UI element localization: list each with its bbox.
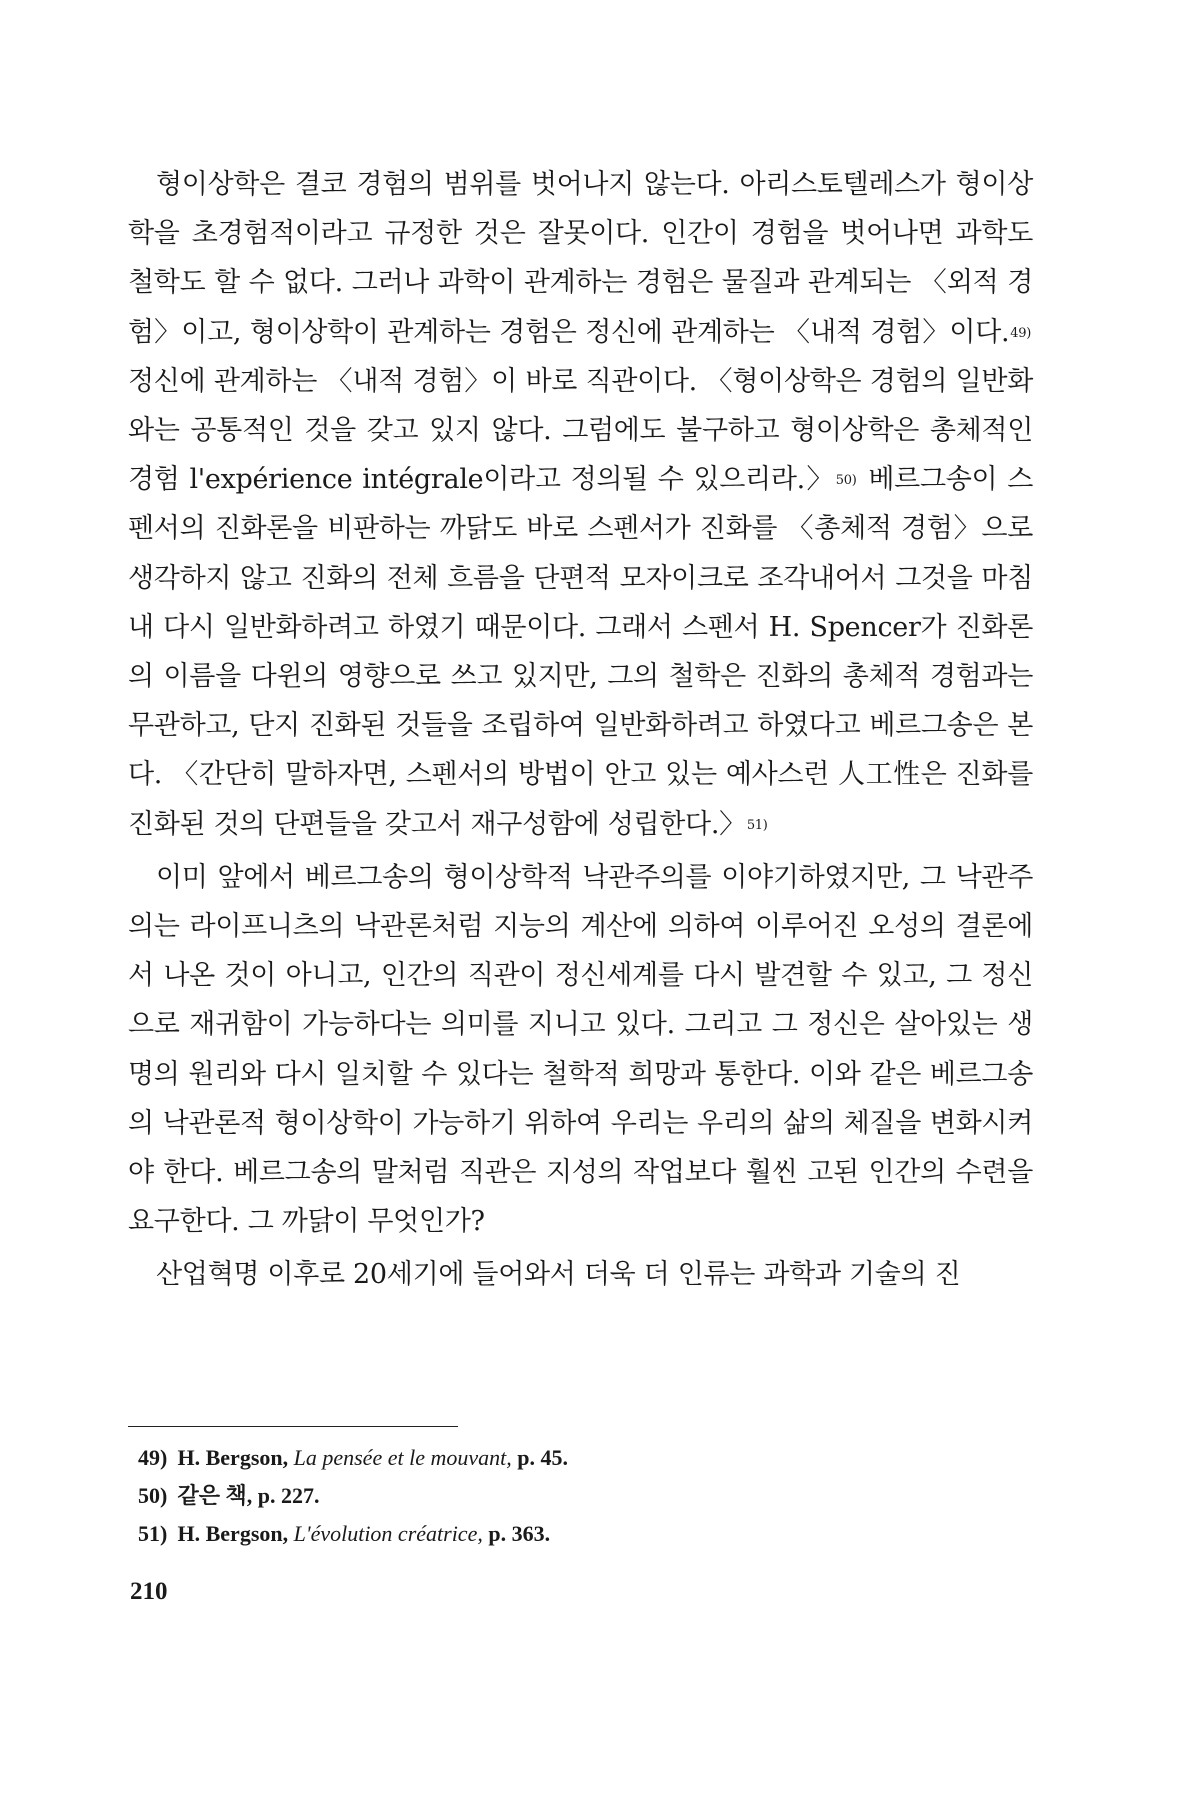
footnote-49 bbox=[138, 1439, 1018, 1477]
paragraph-1-part-2: 정신에 관계하는 〈내적 경험〉이 바로 직관이다. 〈형이상학은 경험의 일반화와는 공통적인 것을 갖고 있지 않다. 그럼에도 불구하고 형이상학은 총체적인 경험 l'expérience intégrale이라고 정의될 수 있으리라.〉 bbox=[128, 365, 1033, 496]
footnote-number: 49) bbox=[138, 1445, 168, 1470]
footnote-ref-49: 49) bbox=[1010, 325, 1031, 341]
footnote-number: 51) bbox=[138, 1521, 168, 1546]
footnote-page: p. 45. bbox=[517, 1445, 568, 1470]
body-text bbox=[128, 160, 1033, 1300]
paragraph-1-part-1: 형이상학은 결코 경험의 범위를 벗어나지 않는다. 아리스토텔레스가 형이상학을 초경험적이라고 규정한 것은 잘못이다. 인간이 경험을 벗어나면 과학도 철학도 할 수 없다. 그러나 과학이 관계하는 경험은 물질과 관계되는 〈외적 경험〉이고, 형이상학이 관계하는 경험은 정신에 관계하는 〈내적 경험〉이다. bbox=[128, 169, 1033, 348]
footnote-ref-50: 50) bbox=[835, 473, 857, 489]
footnote-page: p. 363. bbox=[488, 1521, 551, 1546]
paragraph-3: 산업혁명 이후로 20세기에 들어와서 더욱 더 인류는 과학과 기술의 진 bbox=[156, 1259, 961, 1291]
page-number: 210 bbox=[130, 1578, 168, 1605]
paragraph-1 bbox=[128, 160, 1033, 849]
footnote-50 bbox=[138, 1477, 1018, 1515]
footnote-author: H. Bergson, bbox=[177, 1445, 289, 1470]
paragraph-1-part-3: 베르그송이 스펜서의 진화론을 비판하는 까닭도 바로 스펜서가 진화를 〈총체적 경험〉으로 생각하지 않고 진화의 전체 흐름을 단편적 모자이크로 조각내어서 그것을 마침내 다시 일반화하려고 하였기 때문이다. 그래서 스펜서 H. Spencer가 진화론의 이름을 다윈의 영향으로 쓰고 있지만, 그의 철학은 진화의 총체적 경험과는 무관하고, 단지 진화된 것들을 조립하여 일반화하려고 하였다고 베르그송은 본다. 〈간단히 말하자면, 스펜서의 방법이 안고 있는 예사스런 人工性은 진화를 진화된 것의 단편들을 갖고서 재구성함에 성립한다.〉 bbox=[128, 464, 1033, 840]
footnote-number: 50) bbox=[138, 1483, 168, 1508]
footnotes bbox=[138, 1439, 1018, 1553]
footnote-ref-text: 같은 책, bbox=[177, 1483, 253, 1508]
paragraph-2: 이미 앞에서 베르그송의 형이상학적 낙관주의를 이야기하였지만, 그 낙관주의는 라이프니츠의 낙관론처럼 지능의 계산에 의하여 이루어진 오성의 결론에서 나온 것이 아니고, 인간의 직관이 정신세계를 다시 발견할 수 있고, 그 정신으로 재귀함이 가능하다는 의미를 지니고 있다. 그리고 그 정신은 살아있는 생명의 원리와 다시 일치할 수 있다는 철학적 희망과 통한다. 이와 같은 베르그송의 낙관론적 형이상학이 가능하기 위하여 우리는 우리의 삶의 체질을 변화시켜야 한다. 베르그송의 말처럼 직관은 지성의 작업보다 훨씬 고된 인간의 수련을 요구한다. 그 까닭이 무엇인가? bbox=[128, 861, 1033, 1238]
footnote-ref-51: 51) bbox=[746, 817, 768, 833]
footnote-51 bbox=[138, 1515, 1018, 1553]
footnote-title: L'évolution créatrice, bbox=[293, 1521, 483, 1546]
footnote-page: p. 227. bbox=[257, 1483, 320, 1508]
footnote-divider bbox=[128, 1426, 458, 1427]
footnote-title: La pensée et le mouvant, bbox=[293, 1445, 512, 1470]
footnote-author: H. Bergson, bbox=[177, 1521, 289, 1546]
